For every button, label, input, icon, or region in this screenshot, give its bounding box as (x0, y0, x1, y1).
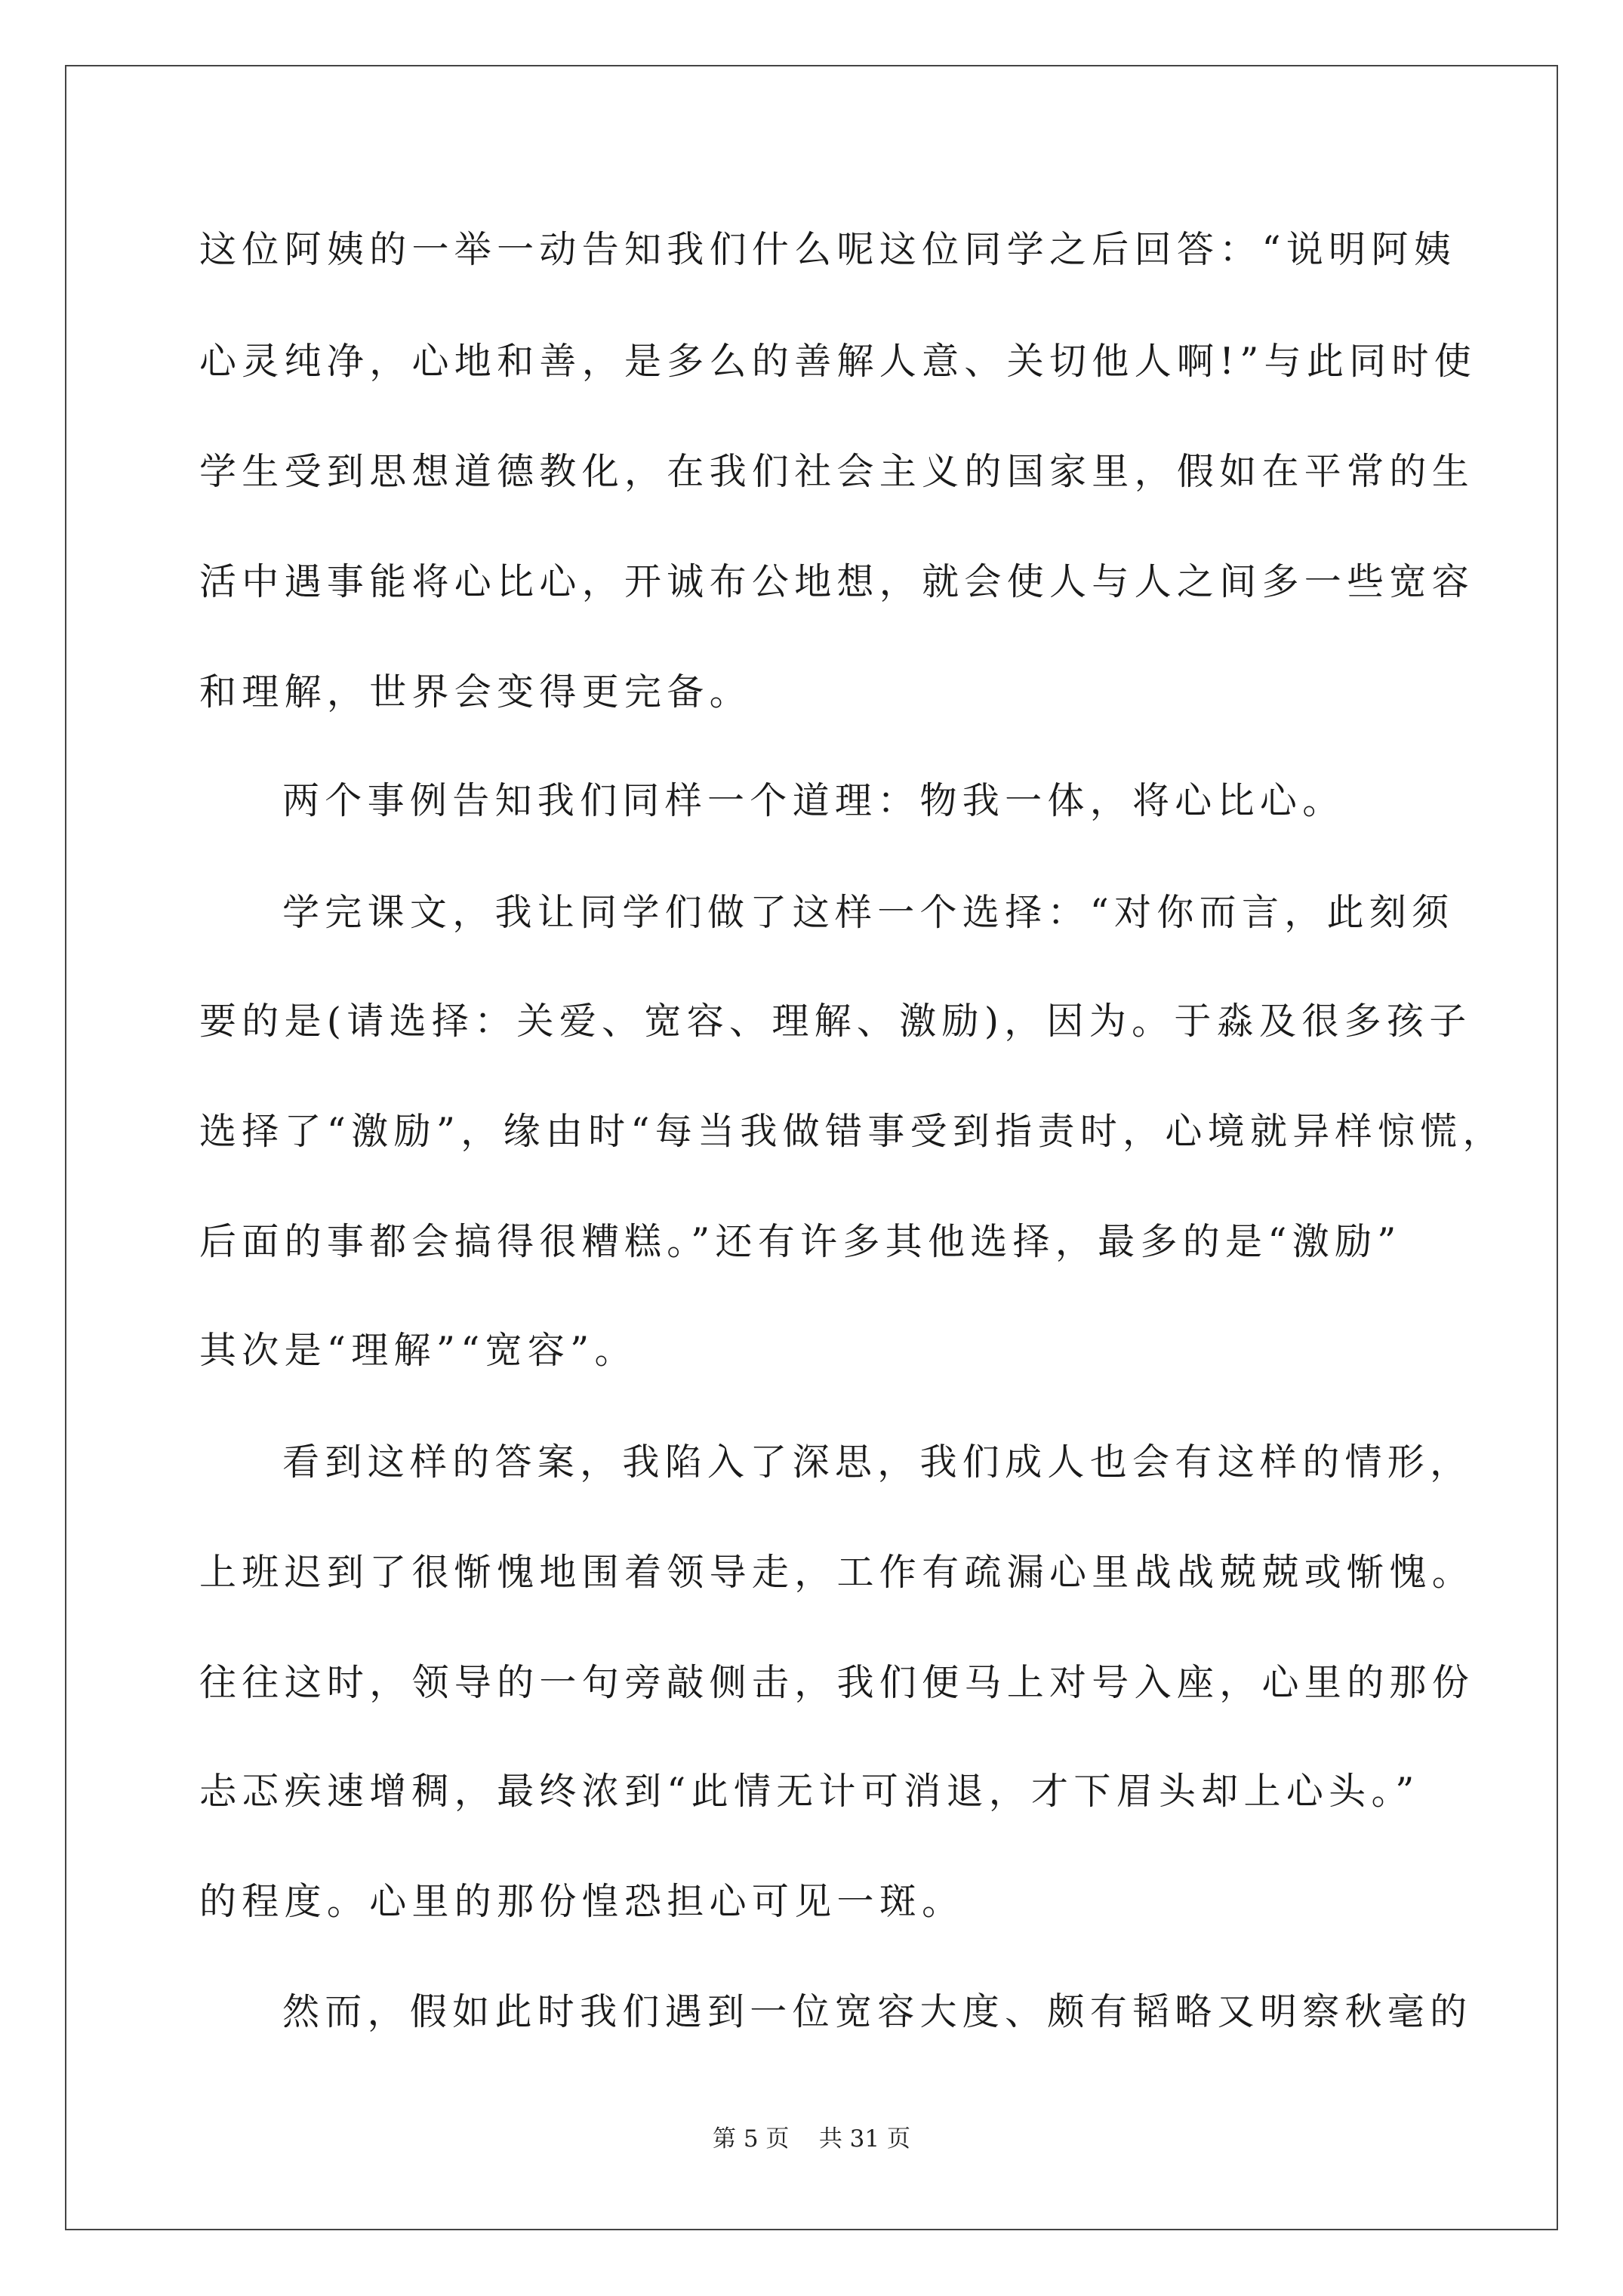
body-line-4: 活中遇事能将心比心，开诚布公地想，就会使人与人之间多一些宽容 (199, 560, 1475, 603)
body-line-8: 要的是(请选择：关爱、宽容、理解、激励)，因为。于淼及很多孩子 (199, 1000, 1472, 1043)
body-line-14: 往往这时，领导的一句旁敲侧击，我们便马上对号入座，心里的那份 (199, 1661, 1475, 1704)
body-line-6: 两个事例告知我们同样一个道理：物我一体，将心比心。 (282, 779, 1345, 822)
body-line-9: 选择了“激励”，缘由时“每当我做错事受到指责时，心境就异样惊慌， (199, 1110, 1505, 1153)
body-line-2: 心灵纯净，心地和善，是多么的善解人意、关切他人啊!”与此同时使 (199, 340, 1477, 383)
page-number-footer: 第 5 页 共 31 页 (712, 2125, 910, 2153)
body-line-13: 上班迟到了很惭愧地围着领导走，工作有疏漏心里战战兢兢或惭愧。 (199, 1551, 1475, 1594)
body-line-1: 这位阿姨的一举一动告知我们什么呢这位同学之后回答：“说明阿姨 (199, 228, 1457, 271)
body-line-17: 然而，假如此时我们遇到一位宽容大度、颇有韬略又明察秋毫的 (282, 1990, 1473, 2033)
body-line-10: 后面的事都会搞得很糟糕。”还有许多其他选择，最多的是“激励” (199, 1220, 1402, 1263)
body-line-16: 的程度。心里的那份惶恐担心可见一斑。 (199, 1880, 965, 1923)
body-line-7: 学完课文，我让同学们做了这样一个选择：“对你而言，此刻须 (282, 891, 1455, 934)
body-line-11: 其次是“理解”“宽容”。 (199, 1329, 637, 1372)
body-line-15: 忐忑疾速增稠，最终浓到“此情无计可消退，才下眉头却上心头。” (199, 1770, 1420, 1813)
body-line-5: 和理解，世界会变得更完备。 (199, 670, 752, 713)
body-line-3: 学生受到思想道德教化，在我们社会主义的国家里，假如在平常的生 (199, 450, 1475, 493)
body-line-12: 看到这样的答案，我陷入了深思，我们成人也会有这样的情形， (282, 1441, 1473, 1484)
